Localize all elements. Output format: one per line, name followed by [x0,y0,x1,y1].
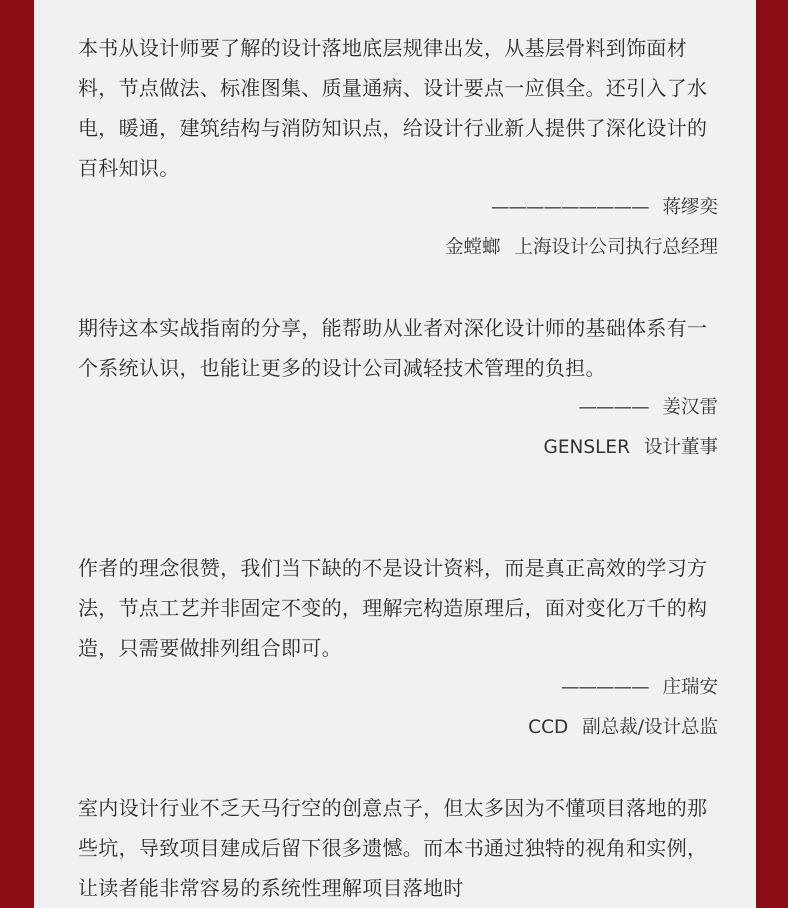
signature-title-line [78,428,718,468]
signature-line [78,388,718,428]
signature-title-line [78,708,718,748]
signature-line [78,668,718,708]
quote-block [78,308,718,468]
signature-line [78,188,718,228]
signature-name: 蒋缪奕 [662,197,718,218]
quote-block [78,548,718,748]
quote-block [78,28,718,268]
signature-name: 庄瑞安 [662,677,718,698]
signature-title: 上海设计公司执行总经理 [514,237,718,258]
signature-dash: ———— [578,397,649,418]
quote-paragraph: 室内设计行业不乏天马行空的创意点子，但太多因为不懂项目落地的那些坑，导致项目建成后留下很多遗憾。而本书通过独特的视角和实例，让读者能非常容易的系统性理解项目落地时 [78,796,708,900]
signature-title: 副总裁/设计总监 [582,717,718,738]
signature-company: CCD [528,717,569,738]
signature-company: 金螳螂 [444,237,501,258]
quote-paragraph: 作者的理念很赞，我们当下缺的不是设计资料，而是真正高效的学习方法，节点工艺并非固定不变的，理解完构造原理后，面对变化万千的构造，只需要做排列组合即可。 [78,556,708,660]
signature-dash: ————— [560,677,649,698]
signature-dash: ————————— [490,197,649,218]
quote-paragraph: 本书从设计师要了解的设计落地底层规律出发，从基层骨料到饰面材料，节点做法、标准图集、质量通病、设计要点一应俱全。还引入了水电，暖通，建筑结构与消防知识点，给设计行业新人提供了深化设计的百科知识。 [78,36,708,180]
quote-block [78,788,718,908]
signature-company: GENSLER [543,437,630,458]
signature-name: 姜汉雷 [662,397,718,418]
signature-title-line [78,228,718,268]
content-panel [34,0,756,908]
quote-paragraph: 期待这本实战指南的分享，能帮助从业者对深化设计师的基础体系有一个系统认识，也能让更多的设计公司减轻技术管理的负担。 [78,316,708,380]
signature-title: 设计董事 [643,437,718,458]
